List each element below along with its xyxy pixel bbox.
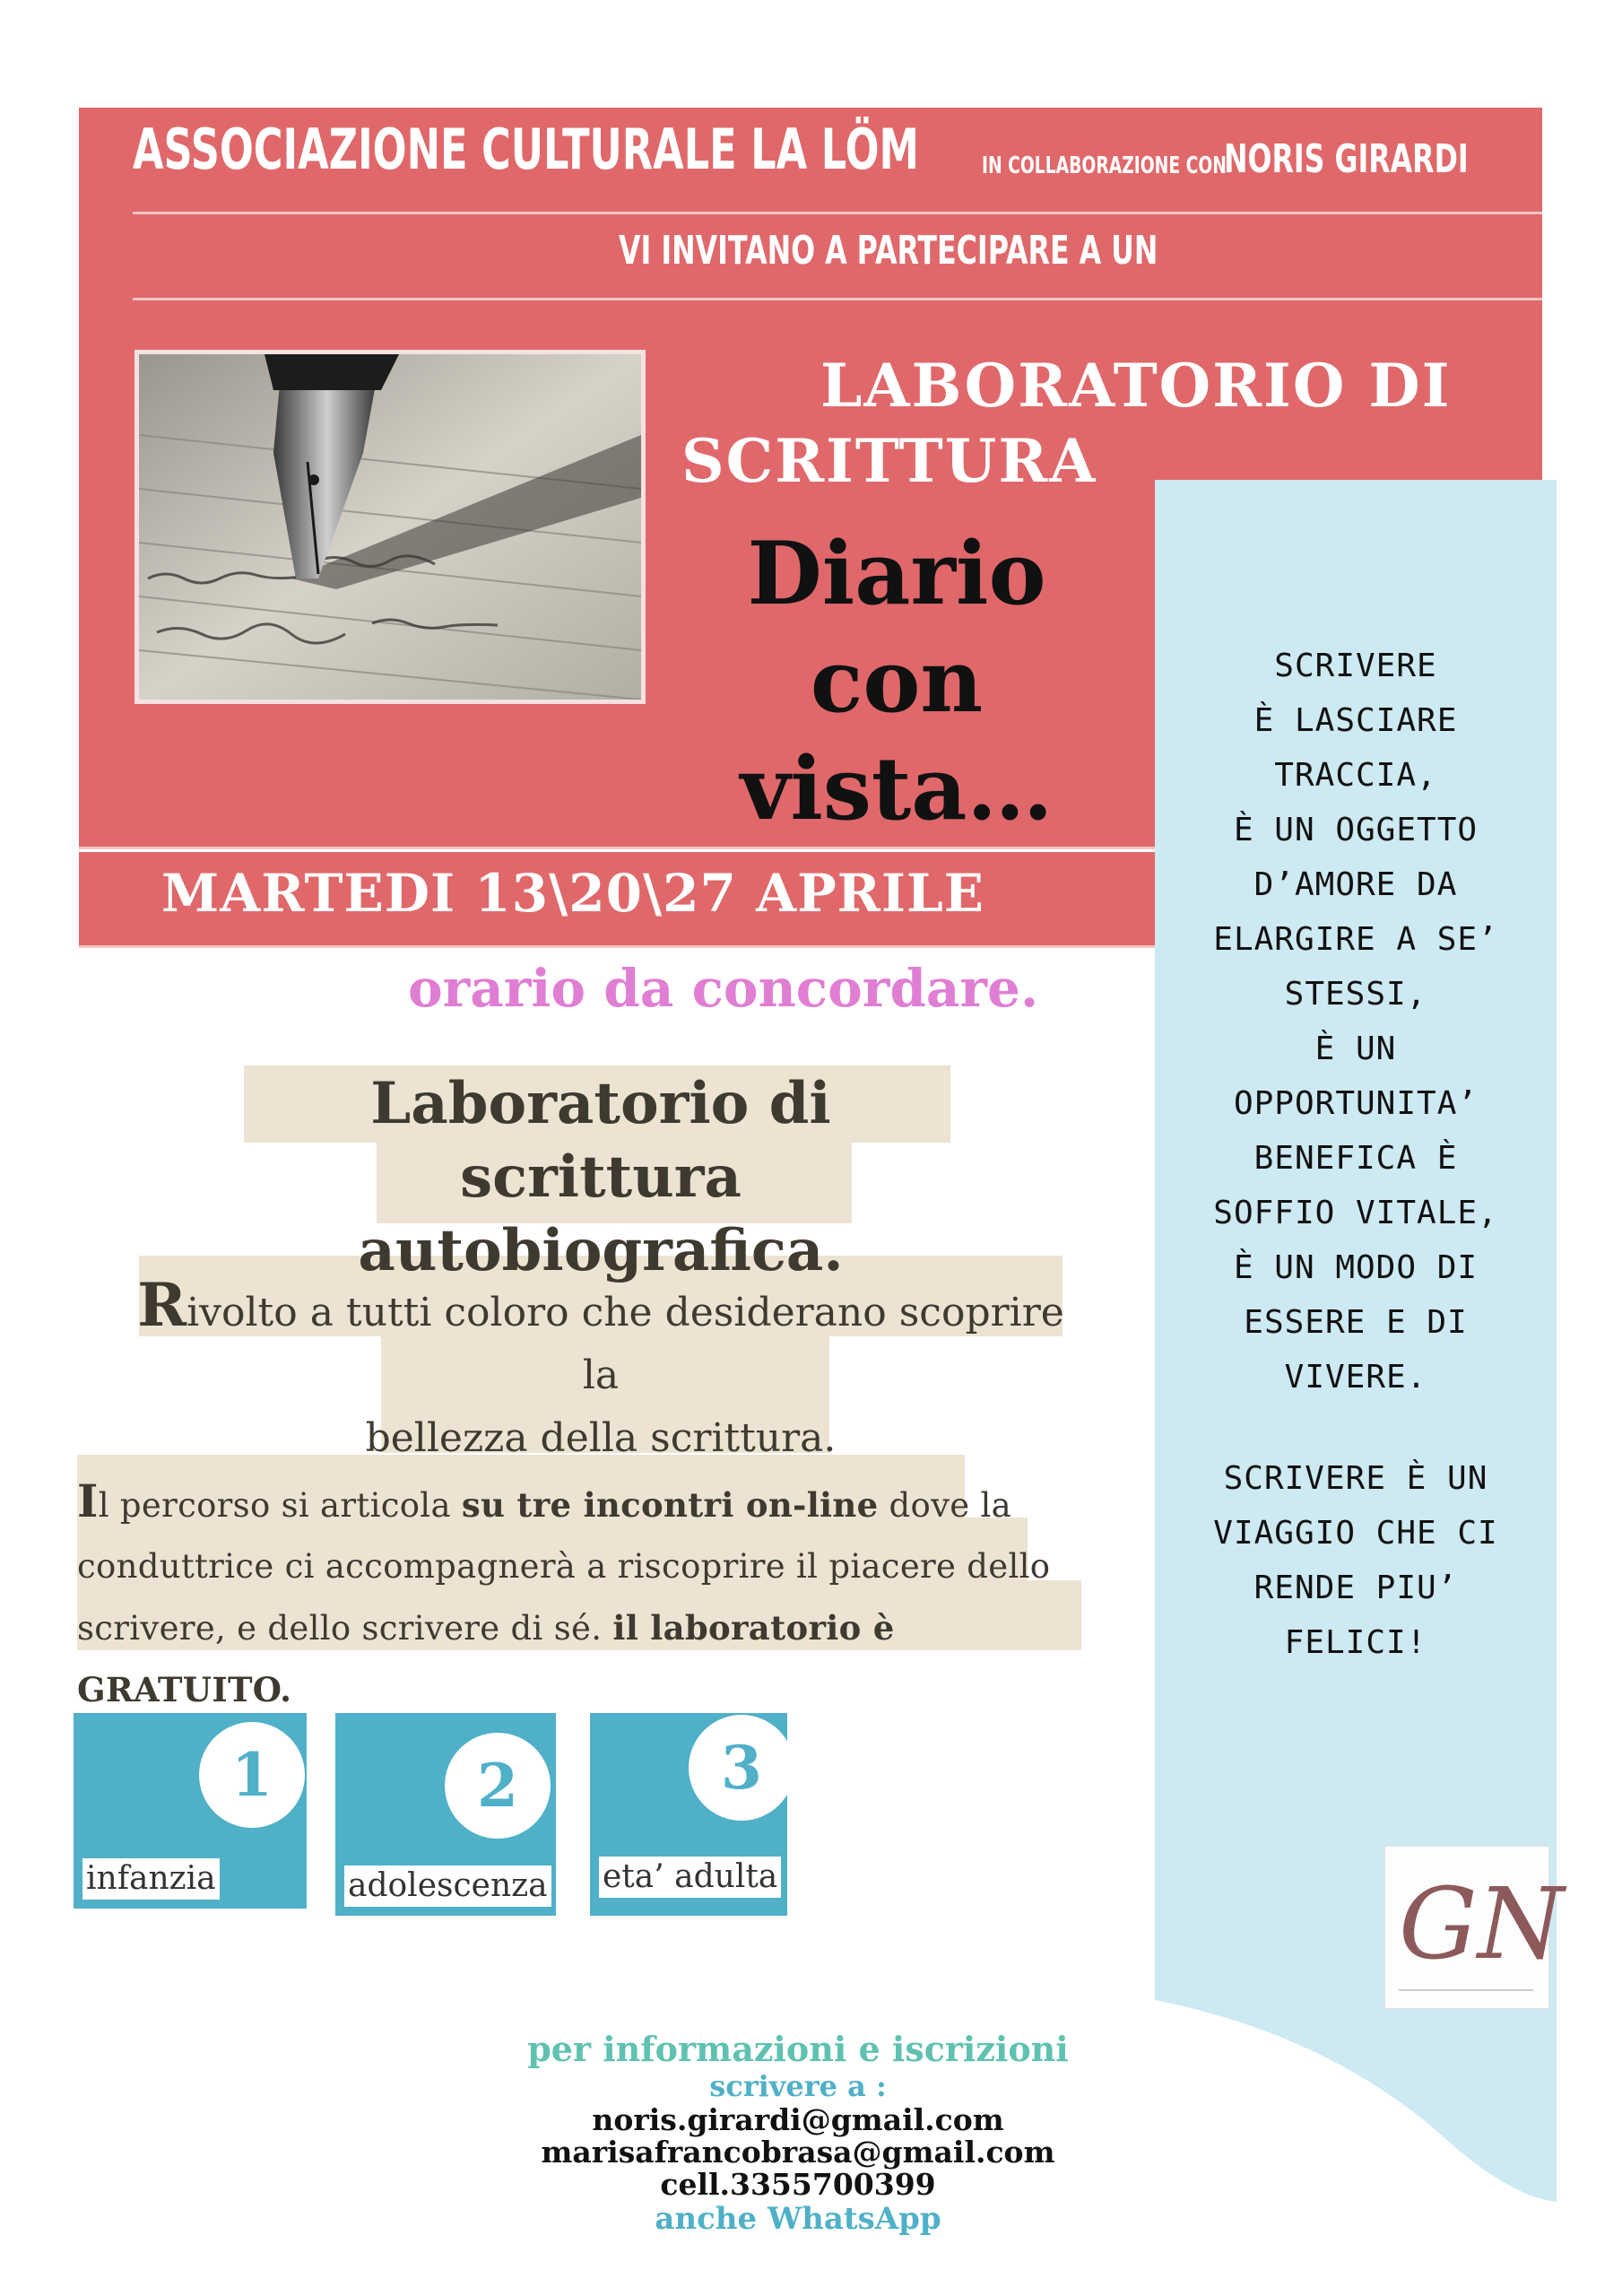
contact-subheading: scrivere a :: [709, 2069, 887, 2103]
course-line1: [77, 1471, 1099, 1536]
event-title-line1: Diario: [747, 523, 1046, 624]
stage-box-3: [590, 1713, 787, 1916]
target-audience-text: [134, 1270, 1067, 1470]
quote-line: VIVERE.: [1284, 1359, 1427, 1396]
quote-line: RENDE PIU’: [1253, 1570, 1458, 1606]
course-line2: conduttrice ci accompagnerà a riscoprire il piacere dello: [77, 1547, 1051, 1586]
quote-line: OPPORTUNITA’: [1233, 1085, 1479, 1122]
header-divider: [133, 298, 1542, 300]
invite-line: VI INVITANO A PARTECIPARE A UN: [619, 228, 1158, 274]
contact-phone[interactable]: cell.3355700399: [660, 2167, 936, 2202]
stage-number: 2: [445, 1733, 551, 1839]
collaboration-prefix: IN COLLABORAZIONE CON: [982, 152, 1227, 179]
pen-writing-photo: [134, 350, 646, 704]
target-line1-text: ivolto a tutti coloro che desiderano scoprire la: [186, 1290, 1064, 1398]
date-divider: [79, 847, 1155, 849]
pen-illustration: [139, 354, 641, 700]
target-line2: bellezza della scrittura.: [365, 1415, 837, 1461]
quote-line: SOFFIO VITALE,: [1213, 1195, 1498, 1231]
drop-cap: R: [137, 1270, 187, 1340]
quote-line: ESSERE E DI: [1244, 1304, 1468, 1341]
course-text: l percorso si articola: [98, 1486, 462, 1525]
event-title: [681, 520, 1112, 843]
quote-line: STESSI,: [1284, 976, 1427, 1013]
quote-line: SCRIVERE: [1274, 648, 1437, 684]
quote-line: TRACCIA,: [1274, 757, 1437, 794]
lab-title: [681, 348, 1470, 499]
logo-underline: [1399, 1989, 1533, 1991]
quote-line: VIAGGIO CHE CI: [1213, 1515, 1498, 1552]
course-highlight: su tre incontri on-line: [461, 1485, 879, 1525]
course-text: dove la: [878, 1486, 1012, 1525]
event-title-line2: con: [810, 631, 984, 732]
lab-title-line2: SCRITTURA: [681, 426, 1097, 496]
event-title-line3: vista…: [740, 738, 1054, 839]
stage-label: eta’ adulta: [599, 1857, 781, 1898]
quote-line: È UN: [1314, 1031, 1397, 1067]
quote-text: [1166, 639, 1546, 1670]
header-divider: [133, 212, 1542, 214]
stage-number: 3: [689, 1715, 794, 1821]
contact-email-1[interactable]: noris.girardi@gmail.com: [592, 2102, 1004, 2137]
workshop-subtitle-line2: autobiografica.: [358, 1217, 844, 1284]
stage-label: infanzia: [82, 1858, 220, 1900]
quote-line: D’AMORE DA: [1253, 866, 1458, 903]
quote-paragraph-2: [1166, 1451, 1546, 1670]
quote-paragraph-1: [1166, 639, 1546, 1405]
quote-line: FELICI!: [1284, 1624, 1427, 1661]
target-line1: [134, 1270, 1067, 1407]
workshop-subtitle: [242, 1067, 959, 1288]
stage-box-2: [335, 1713, 556, 1916]
stage-box-1: [74, 1713, 307, 1909]
contact-info: [430, 2031, 1166, 2237]
contact-email-2[interactable]: marisafrancobrasa@gmail.com: [541, 2135, 1055, 2170]
gn-logo-mark: GN: [1399, 1866, 1565, 1981]
quote-line: ELARGIRE A SE’: [1213, 921, 1498, 958]
course-description: [77, 1471, 1099, 1721]
quote-line: BENEFICA È: [1253, 1140, 1458, 1177]
date-divider: [79, 945, 1155, 948]
contact-heading: per informazioni e iscrizioni: [527, 2029, 1069, 2069]
quote-line: È UN OGGETTO: [1233, 812, 1479, 848]
course-line3: [77, 1597, 1099, 1721]
quote-panel-curve: [1155, 2000, 1557, 2206]
lab-title-line1: LABORATORIO DI: [820, 351, 1452, 421]
quote-line: È LASCIARE: [1253, 702, 1458, 739]
collaborator-name: NORIS GIRARDI: [1224, 136, 1469, 182]
course-text: scrivere, e dello scrivere di sé.: [77, 1609, 613, 1648]
workshop-subtitle-line1: Laboratorio di scrittura: [370, 1070, 831, 1211]
contact-whatsapp-note: anche WhatsApp: [655, 2201, 941, 2237]
drop-cap: I: [77, 1474, 99, 1527]
quote-line: È UN MODO DI: [1233, 1249, 1479, 1286]
association-name: ASSOCIAZIONE CULTURALE LA LÖM: [133, 117, 919, 182]
quote-line: SCRIVERE È UN: [1223, 1460, 1488, 1497]
free-notice: il laboratorio è GRATUITO.: [77, 1608, 895, 1709]
stage-number: 1: [199, 1722, 305, 1828]
event-schedule: orario da concordare.: [408, 958, 1039, 1019]
stage-label: adolescenza: [344, 1866, 551, 1907]
event-date: MARTEDI 13\20\27 APRILE: [161, 863, 985, 924]
